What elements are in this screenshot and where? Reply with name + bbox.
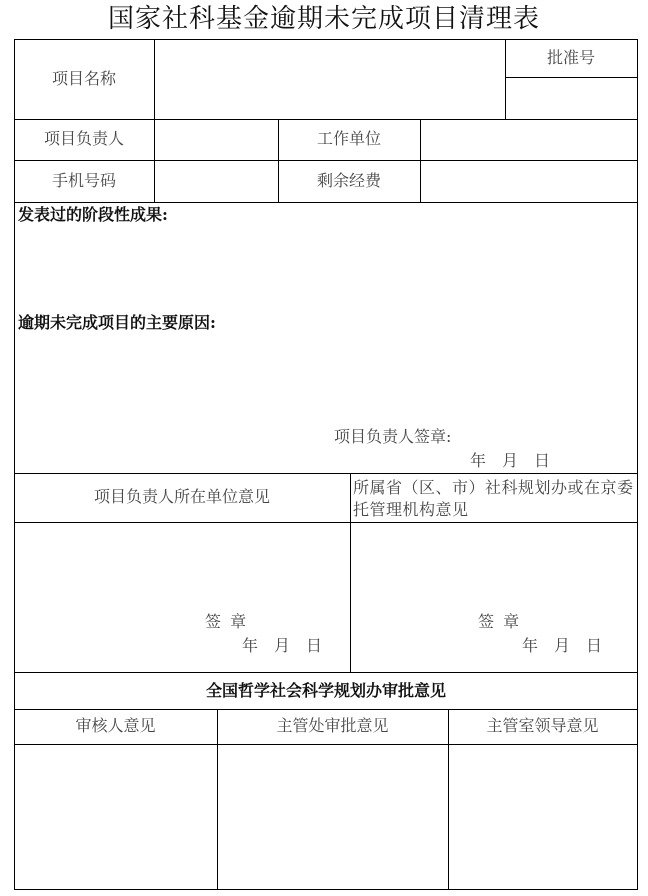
leader-signature-date: 年 月 日	[470, 451, 551, 470]
unit-opinion-label: 项目负责人所在单位意见	[93, 487, 270, 506]
table-border-right	[637, 39, 638, 890]
unit-stamp-date: 年 月 日	[242, 636, 323, 655]
approval-no-divider	[505, 77, 638, 78]
province-stamp-date: 年 月 日	[522, 636, 603, 655]
reasons-heading: 逾期未完成项目的主要原因:	[18, 313, 216, 332]
row-divider	[14, 709, 638, 710]
remaining-funds-label: 剩余经费	[316, 171, 381, 190]
province-opinion-label: 所属省（区、市）社科规划办或在京委托管理机构意见	[353, 478, 634, 519]
reviewer-opinion-label: 审核人意见	[75, 716, 156, 735]
project-name-label: 项目名称	[51, 69, 116, 88]
row-divider	[14, 160, 638, 161]
table-border-left	[14, 39, 15, 890]
row-divider	[14, 473, 638, 474]
unit-stamp-label: 签 章	[205, 612, 249, 631]
row-divider	[14, 744, 638, 745]
office-leader-opinion-label: 主管室领导意见	[486, 716, 599, 735]
label-column-divider	[154, 39, 155, 203]
national-column-divider	[448, 709, 449, 890]
page-title: 国家社科基金逾期未完成项目清理表	[107, 4, 540, 34]
mid-column-divider	[420, 119, 421, 203]
phone-label: 手机号码	[51, 171, 116, 190]
row-divider	[14, 522, 638, 523]
department-approval-label: 主管处审批意见	[276, 716, 389, 735]
table-border-bottom	[14, 889, 638, 890]
row-divider	[14, 202, 638, 203]
leader-signature-label: 项目负责人签章:	[334, 427, 452, 446]
project-leader-label: 项目负责人	[43, 129, 124, 148]
table-border-top	[14, 39, 638, 40]
approval-no-label: 批准号	[546, 48, 595, 67]
province-stamp-label: 签 章	[478, 612, 522, 631]
achievements-heading: 发表过的阶段性成果:	[18, 205, 168, 224]
work-unit-label: 工作单位	[316, 129, 381, 148]
row-divider	[14, 119, 638, 120]
national-column-divider	[217, 709, 218, 890]
row-divider	[14, 672, 638, 673]
opinion-column-divider	[350, 473, 351, 673]
national-approval-heading: 全国哲学社会科学规划办审批意见	[205, 681, 446, 700]
